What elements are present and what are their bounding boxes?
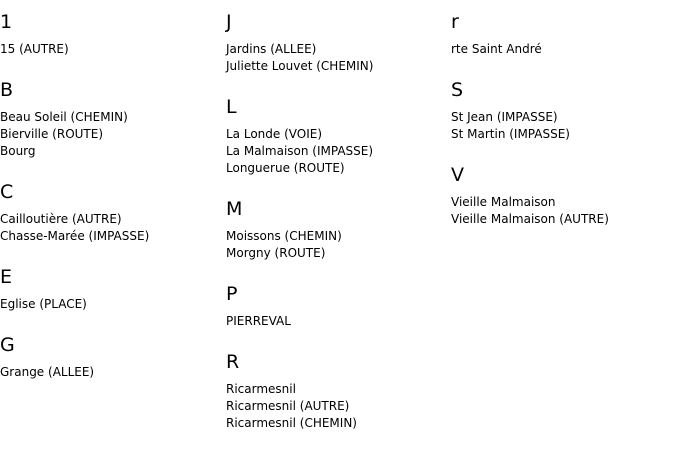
street-link[interactable]: PIERREVAL: [226, 314, 291, 328]
street-list: [0, 364, 220, 381]
group-spacer: [226, 75, 446, 84]
street-list: [226, 126, 446, 177]
street-list: [451, 109, 671, 143]
street-link[interactable]: Ricarmesnil: [226, 382, 296, 396]
street-link[interactable]: Chasse-Marée (IMPASSE): [0, 229, 150, 243]
street-link[interactable]: La Londe (VOIE): [226, 127, 323, 141]
letter-heading: E: [0, 266, 13, 288]
letter-heading: J: [226, 11, 232, 33]
group-spacer: [226, 262, 446, 271]
letter-heading: S: [451, 79, 464, 101]
index-column: [0, 0, 220, 390]
street-link[interactable]: Vieille Malmaison (AUTRE): [451, 212, 609, 226]
letter-group: [0, 266, 220, 322]
letter-group: [0, 334, 220, 390]
letter-group: [451, 79, 671, 152]
letter-group: [0, 11, 220, 67]
letter-heading: r: [451, 11, 459, 33]
street-list: [0, 211, 220, 245]
street-link[interactable]: Juliette Louvet (CHEMIN): [226, 59, 374, 73]
street-link[interactable]: Ricarmesnil (CHEMIN): [226, 416, 357, 430]
street-link[interactable]: Moissons (CHEMIN): [226, 229, 342, 243]
street-link[interactable]: St Martin (IMPASSE): [451, 127, 570, 141]
street-link[interactable]: Eglise (PLACE): [0, 297, 87, 311]
group-spacer: [0, 313, 220, 322]
letter-group: [226, 96, 446, 186]
letter-heading: L: [226, 96, 237, 118]
letter-group: [0, 181, 220, 254]
street-link[interactable]: Morgny (ROUTE): [226, 246, 326, 260]
letter-group: [0, 79, 220, 169]
letter-group: [451, 11, 671, 67]
street-link[interactable]: La Malmaison (IMPASSE): [226, 144, 374, 158]
group-spacer: [0, 245, 220, 254]
group-spacer: [0, 58, 220, 67]
group-spacer: [226, 330, 446, 339]
street-link[interactable]: Ricarmesnil (AUTRE): [226, 399, 350, 413]
group-spacer: [451, 58, 671, 67]
street-list: [226, 381, 446, 432]
letter-group: [226, 351, 446, 441]
street-link[interactable]: Bierville (ROUTE): [0, 127, 104, 141]
street-list: [451, 41, 671, 58]
street-list: [226, 41, 446, 75]
street-list: [0, 296, 220, 313]
street-link[interactable]: rte Saint André: [451, 42, 542, 56]
group-spacer: [0, 381, 220, 390]
group-spacer: [0, 160, 220, 169]
letter-heading: V: [451, 164, 464, 186]
letter-heading: M: [226, 198, 243, 220]
index-column: [451, 0, 671, 237]
group-spacer: [451, 143, 671, 152]
street-list: [0, 109, 220, 160]
group-spacer: [226, 432, 446, 441]
street-link[interactable]: Vieille Malmaison: [451, 195, 556, 209]
street-link[interactable]: Cailloutière (AUTRE): [0, 212, 122, 226]
street-link[interactable]: 15 (AUTRE): [0, 42, 69, 56]
street-link[interactable]: Bourg: [0, 144, 36, 158]
letter-heading: G: [0, 334, 15, 356]
letter-group: [226, 198, 446, 271]
street-list: [226, 228, 446, 262]
street-link[interactable]: Longuerue (ROUTE): [226, 161, 345, 175]
letter-heading: C: [0, 181, 14, 203]
street-list: [0, 41, 220, 58]
group-spacer: [226, 177, 446, 186]
index-column: [226, 0, 446, 441]
letter-heading: B: [0, 79, 14, 101]
letter-heading: P: [226, 283, 238, 305]
street-link[interactable]: Grange (ALLEE): [0, 365, 95, 379]
letter-group: [226, 11, 446, 84]
group-spacer: [451, 228, 671, 237]
letter-heading: 1: [0, 11, 13, 33]
street-list: [451, 194, 671, 228]
street-list: [226, 313, 446, 330]
street-link[interactable]: Beau Soleil (CHEMIN): [0, 110, 128, 124]
letter-group: [451, 164, 671, 237]
letter-heading: R: [226, 351, 240, 373]
street-link[interactable]: St Jean (IMPASSE): [451, 110, 558, 124]
street-link[interactable]: Jardins (ALLEE): [226, 42, 317, 56]
letter-group: [226, 283, 446, 339]
